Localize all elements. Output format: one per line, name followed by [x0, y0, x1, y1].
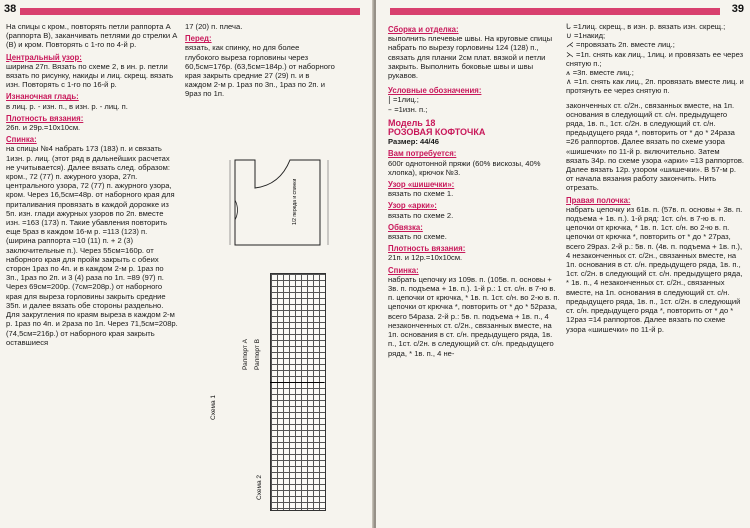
back-heading: Спинка:	[6, 135, 37, 145]
back-text: на спицы №4 набрать 173 (183) п. и связать 1изн. р. лиц. (этот ряд в дальнейших расчетах не учитывается). Далее вязать след. образом: кром., 72 (77) п. ажурного узора, 27п. центрального узора, 72 (77) п. ажурного узора, кром. Через 16,5см=48р. от наборного края для приталивания провязать в каждой дорожке из 5п. изн. глади ажурных узоров по 2п. вместе изн. =163 (173) п. Такие убавления повторить еще 5раз в каждом 16-м р. =113 (123) п. (ширина раппорта =10 (11) п. + 2 (3) заключительные п.). Через 55см=160р. от наборного края для пройм закрыть с обеих сторон 1раз по 4п. и в каждом 2-м р. 1раз по 3п., 1раз по 2п. и 3 (4) раза по 1п. =89 (97) п. Через 69см=200р. (7см=208р.) от наборного края для выреза горловины закрыть средние 35п. и далее вязать обе стороны раздельно. Для закругления по краям выреза в каждом 2-м р. 1раз по 4п. и 2раза по 1п. Через 71,5см=208р. (74,5см=216р.) от наборного края закрыть оставшиеся	[6, 144, 178, 347]
symbols-heading: Условные обозначения:	[388, 86, 482, 96]
symbol-twisted-text: =1лиц. скрещ., в изн. р. вязать изн. скрещ.;	[573, 22, 726, 31]
symbol-sk2p-text: =1п. снять как лиц., 2п. провязать вместе лиц. и протянуть ее через снятую п.	[566, 77, 744, 96]
back-heading-right: Спинка:	[388, 265, 419, 275]
symbol-purl-text: =1изн. п.;	[394, 104, 428, 114]
label-scheme-2: Схема 2	[256, 475, 263, 500]
header-bar-left	[20, 8, 360, 15]
symbol-k3tog: ⩚ =3п. вместе лиц.;	[566, 68, 634, 78]
gauge-heading: Плотность вязания:	[6, 113, 84, 123]
symbol-knit: | =1лиц.;	[388, 95, 419, 105]
gauge-text: 26п. и 29р.=10х10см.	[6, 123, 81, 133]
symbol-k3tog-text: =3п. вместе лиц.;	[572, 68, 634, 78]
right-front-text: набрать цепочку из 61в. п. (57в. п. основы + 3в. п. подъема + 1в. п.). 1-й ряд: 1ст. с/н. в 7-ю в. п. цепочки от крючка, * 1в. п. 1ст. с/н. во 2-ю в. п. цепочки от крючка *, повторить от * до * 27раз, всего 29раз. 2-й р.: 5в. п. (4в. п. подъема + 1в. п.), 4 незаконченных ст. с/2н., связанных вместе, на 1п. основания в ст. с/н. предыдущего ряда, 1в. п., 1ст. с/2н. в следующий ст. с/н. предыдущего ряда, * 1в. п., 4 незаконченных ст. с/2н., связанных вместе, на 1п. основания в следующий ст. с/н. предыдущего ряда, 1в. п., 1ст. с/2н. в следующий ст. с/н. предыдущего ряда *, повторить от * до * 12раз =14 раппортов. Далее вязать по схеме узора «шишечки» по 11-й р.	[566, 204, 743, 334]
back-continued-text: законченных ст. с/2н., связанных вместе, на 1п. основания в следующий ст. с/н. предыдущего ряда, 1в. п., 1ст. с/2н. в следующий ст. с/н. предыдущего ряда *, повторить от * до * 24раза =26 раппортов. Далее вязать по схеме узора «шишечки» по 11-й р. включительно. Затем вязать 34р. по схеме узора «арки» =13 раппортов. Далее вязать 12р. узором «шишечки». В 57-м р. от начала вязания работу закончить. Нить отрезать.	[566, 100, 745, 193]
symbol-yo: ∪ =1накид;	[566, 31, 606, 41]
intro-text: На спицы с кром., повторять петли раппорта А (раппорта В), заканчивать петлями до стрелки А (В) и кром. Повторять с 1-го по 4-й р.	[6, 22, 178, 50]
shell-text: вязать по схеме 1.	[388, 189, 454, 199]
shell-heading: Узор «шишечки»:	[388, 180, 455, 190]
page-number-left: 38	[4, 3, 17, 15]
right-column-1	[388, 22, 560, 358]
arch-heading: Узор «арки»:	[388, 201, 437, 211]
label-raport-b: Раппорт В	[254, 339, 261, 370]
gauge-text-right: 21п. и 12р.=10х10см.	[388, 253, 463, 263]
symbol-twisted: ᒐ =1лиц. скрещ., в изн. р. вязать изн. скрещ.;	[566, 22, 726, 31]
arch-text: вязать по схеме 2.	[388, 210, 454, 220]
edge-text: вязать по схеме.	[388, 232, 447, 242]
front-text: вязать, как спинку, но для более глубокого выреза горловины через 60,5см=176р. (63,5см=184р.) от наборного края закрыть средние 27 (29) п. и в каждом 2-м р. 1раз по 3п., 1раз по 2п. и 9раз по 1п.	[185, 43, 335, 99]
central-pattern-heading: Центральный узор:	[6, 52, 82, 62]
symbol-k2tog-text: =провязать 2п. вместе лиц.;	[576, 40, 675, 50]
symbol-sk2p: ∧ =1п. снять как лиц., 2п. провязать вместе лиц. и протянуть ее через снятую п.	[566, 77, 744, 96]
left-column-2	[185, 22, 335, 99]
chart-separator	[270, 382, 324, 383]
chart-scheme-1-2	[270, 273, 326, 511]
label-raport-a: Раппорт А	[242, 339, 249, 370]
right-page	[376, 0, 750, 528]
central-pattern-text: ширина 27п. Вязать по схеме 2, в ин. р. петли вязать по рисунку, накиды и лиц. скрещ. вязать изн. Повторять с 1-го по 16-й р.	[6, 61, 174, 90]
symbol-ssk-text: =1п. снять как лиц., 1лиц. и провязать ее через снятую п.;	[566, 49, 744, 68]
left-column-1	[6, 22, 178, 347]
page-number-right: 39	[731, 3, 744, 15]
label-scheme-1: Схема 1	[210, 395, 217, 420]
right-front-heading: Правая полочка:	[566, 195, 631, 205]
symbol-ssk: ⋋ =1п. снять как лиц., 1лиц. и провязать ее через снятую п.;	[566, 49, 744, 68]
back-text-right: набрать цепочку из 109в. п. (105в. п. основы + 3в. п. подъема + 1в. п.). 1-й р.: 1 ст. с/н. в 7-ю в. п. цепочки от крючка, * 1в. п. 1ст. с/н. во 2-ю в. п. цепочки от крючка *, повторить от * до * 52раза, всего 54раза. 2-й р.: 5в. п. подъема + 1в. п., 4 незаконченных ст. с/2н., связанных вместе, на 1п. основания в ст. с/н. предыдущего ряда, 1в. п., 1ст. с/2н. в следующий ст. с/н. предыдущего ряда, * 1в. п., 4 не-	[388, 274, 560, 358]
header-bar-right	[390, 8, 720, 15]
assembly-heading: Сборка и отделка:	[388, 25, 459, 34]
stockinette-heading: Изнаночная гладь:	[6, 92, 79, 102]
materials-text: 600г однотонной пряжи (60% вискозы, 40% хлопка), крючок №3.	[388, 158, 541, 177]
model-title: РОЗОВАЯ КОФТОЧКА	[388, 127, 486, 138]
stockinette-text: в лиц. р. - изн. п., в изн. р. - лиц. п.	[6, 101, 128, 111]
model-label: Модель 18	[388, 117, 436, 128]
right-column-2	[566, 22, 744, 334]
symbol-purl: – =1изн. п.;	[388, 104, 428, 114]
shoulder-text: 17 (20) п. плеча.	[185, 22, 243, 31]
model-size: Размер: 44/46	[388, 137, 439, 147]
symbol-yo-text: =1накид;	[573, 31, 606, 41]
front-heading: Перед:	[185, 34, 212, 44]
symbol-k2tog: ⋌ =провязать 2п. вместе лиц.;	[566, 40, 675, 50]
assembly-text: выполнить плечевые швы. На круговые спицы набрать по вырезу горловины 124 (128) п., связать для планки 2см плат. вязкой и петли закрыть. Выполнить боковые швы и швы рукавов.	[388, 34, 553, 81]
symbol-knit-text: =1лиц.;	[392, 95, 419, 105]
materials-heading: Вам потребуется:	[388, 149, 457, 159]
sleeve-label: 1/2 переда и спинки	[292, 178, 298, 225]
edge-heading: Обвязка:	[388, 222, 423, 232]
gauge-heading-right: Плотность вязания:	[388, 244, 466, 254]
garment-diagram	[210, 150, 340, 260]
